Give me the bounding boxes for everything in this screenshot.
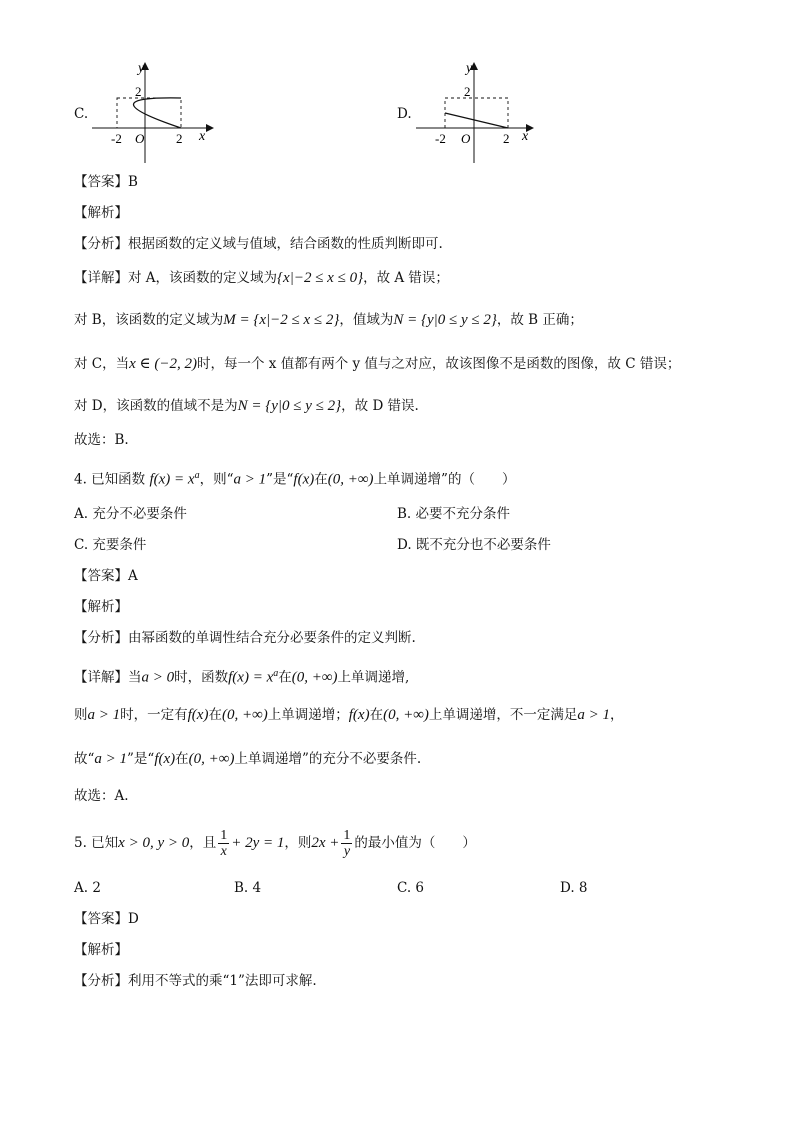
q4-detail3-mid: ”是“ <box>127 751 155 767</box>
q4-detail2-f: f(x) <box>187 707 209 723</box>
figure-c-label: C. <box>74 106 89 122</box>
q4-stem <box>74 466 515 490</box>
q4-detail2-cond: a > 1 <box>87 707 121 723</box>
q3-detail-b-mid: ，值域为 <box>339 312 394 328</box>
q5-frac1-num: 1 <box>220 828 228 843</box>
figure-c-tick-y: 2 <box>135 84 142 99</box>
q4-stem-mid1: ，则“ <box>199 471 234 488</box>
q5-answer: 【答案】D <box>74 911 139 927</box>
q5-stem-eq: + 2y = 1 <box>231 835 285 851</box>
q4-option-b: B. 必要不充分条件 <box>397 506 511 522</box>
q5-frac1-den: x <box>220 844 227 859</box>
q3-detail-c-math: x ∈ (−2, 2) <box>129 356 197 372</box>
q4-detail2-mid3: 上单调递增； <box>267 707 349 723</box>
q4-detail3-f: f(x) <box>154 751 176 767</box>
q4-detail2-pre: 则 <box>74 707 88 723</box>
q3-detail-b-pre: 对 B，该函数的定义域为 <box>74 312 224 328</box>
q4-detail3-mid2: 在 <box>175 751 189 767</box>
q3-detail-b-post: ，故 B 正确； <box>496 312 583 328</box>
figure-d-tick-neg: -2 <box>435 131 446 146</box>
q4-detail2-end: ， <box>610 707 624 723</box>
q4-choose: 故选：A. <box>74 788 129 804</box>
q4-detail1-interval: (0, +∞) <box>291 669 338 686</box>
q4-detail2-interval: (0, +∞) <box>221 707 268 723</box>
q5-frac2-num: 1 <box>343 828 351 843</box>
q3-detail-d-set: N = {y|0 ≤ y ≤ 2} <box>237 398 342 414</box>
q4-stem-pre: 4. 已知函数 <box>74 471 146 488</box>
q5-option-d: D. 8 <box>560 880 588 896</box>
q4-detail3-cond: a > 1 <box>94 751 128 767</box>
q3-detail-b <box>74 310 583 330</box>
q5-stem-cond: x > 0, y > 0 <box>118 835 190 851</box>
q4-detail1-cond: a > 0 <box>141 669 175 686</box>
q4-detail2-interval2: (0, +∞) <box>383 707 429 723</box>
figure-c-x-label: x <box>199 129 206 144</box>
q5-stem-post: 的最小值为（ ） <box>354 835 476 851</box>
q4-option-c: C. 充要条件 <box>74 537 147 553</box>
q4-stem-post: 上单调递增”的（ ） <box>373 471 516 488</box>
q5-analysis: 【解析】 <box>74 942 128 958</box>
q5-fenxi: 【分析】利用不等式的乘“1”法即可求解. <box>74 973 317 989</box>
q3-detail-b-set2: N = {y|0 ≤ y ≤ 2} <box>393 312 497 328</box>
q5-option-a: A. 2 <box>74 880 101 896</box>
q5-stem-mid2: ，则 <box>284 835 312 851</box>
q4-detail2-cond2: a > 1 <box>577 707 611 723</box>
q5-fraction-1-over-x <box>218 828 229 859</box>
figure-d-y-label: y <box>466 61 473 76</box>
q3-choose: 故选：B. <box>74 432 129 448</box>
q4-detail2-f2: f(x) <box>348 707 370 723</box>
q4-analysis: 【解析】 <box>74 599 128 615</box>
q4-stem-mid3: 在 <box>314 471 328 488</box>
q5-fraction-1-over-y <box>341 828 352 859</box>
q4-detail2-post: 上单调递增，不一定满足 <box>428 707 578 723</box>
q4-detail1 <box>74 664 409 688</box>
q5-stem-expr: 2x + <box>311 835 340 851</box>
q3-detail-c-pre: 对 C，当 <box>74 356 130 372</box>
q4-detail2-mid4: 在 <box>369 707 384 723</box>
q4-stem-exp: a <box>194 470 200 481</box>
q4-stem-mid2: ”是“ <box>266 471 294 488</box>
q4-detail3-interval: (0, +∞) <box>188 751 235 767</box>
q3-detail-c-post: 时，每一个 x 值都有两个 y 值与之对应，故该图像不是函数的图像，故 C 错误； <box>197 356 681 372</box>
q3-detail-d-post: ，故 D 错误. <box>341 398 419 414</box>
figure-d-tick-y: 2 <box>464 84 471 99</box>
figure-c-origin: O <box>135 131 145 146</box>
q4-option-d: D. 既不充分也不必要条件 <box>397 537 551 553</box>
figure-d-label: D. <box>397 106 412 122</box>
q4-detail1-pre: 【详解】当 <box>74 669 142 686</box>
q3-analysis: 【解析】 <box>74 205 128 221</box>
q4-option-a: A. 充分不必要条件 <box>74 506 187 522</box>
q3-detail-b-set1: M = {x|−2 ≤ x ≤ 2} <box>223 312 340 328</box>
q3-detail-a-post: ，故 A 错误； <box>363 270 449 286</box>
q5-stem-pre: 5. 已知 <box>74 835 119 851</box>
q4-detail1-mid2: 在 <box>278 669 292 686</box>
q4-detail1-f: f(x) = x <box>228 669 274 686</box>
q4-fenxi: 【分析】由幂函数的单调性结合充分必要条件的定义判断. <box>74 630 416 646</box>
q4-detail2-mid2: 在 <box>208 707 222 723</box>
q4-detail3-post: 上单调递增”的充分不必要条件. <box>234 751 422 767</box>
figure-d-origin: O <box>461 131 471 146</box>
q3-detail-d-pre: 对 D，该函数的值域不是为 <box>74 398 238 414</box>
q4-detail3-pre: 故“ <box>74 751 95 767</box>
q4-stem-cond: a > 1 <box>233 471 267 488</box>
q4-detail2 <box>74 705 624 725</box>
q3-detail-d <box>74 396 419 416</box>
q3-answer: 【答案】B <box>74 174 138 190</box>
q4-answer: 【答案】A <box>74 568 138 584</box>
q3-detail-a-set: {x|−2 ≤ x ≤ 0} <box>277 270 364 286</box>
figure-d-x-label: x <box>522 129 529 144</box>
q4-detail1-post: 上单调递增, <box>337 669 410 686</box>
q4-detail3 <box>74 749 421 769</box>
figure-c-tick-pos: 2 <box>176 131 183 146</box>
q4-detail1-exp: a <box>273 668 279 679</box>
q4-stem-f2: f(x) <box>293 471 315 488</box>
q5-option-c: C. 6 <box>397 880 425 896</box>
figure-d-tick-pos: 2 <box>503 131 510 146</box>
q3-detail-c <box>74 354 680 374</box>
figure-d-graph <box>412 58 542 166</box>
figure-c-tick-neg: -2 <box>111 131 122 146</box>
figure-c-y-label: y <box>138 61 145 76</box>
q3-detail-a <box>74 268 449 288</box>
q4-detail1-mid: 时，函数 <box>174 669 229 686</box>
q5-stem-mid: ，且 <box>189 835 217 851</box>
q3-detail-a-pre: 【详解】对 A，该函数的定义域为 <box>74 270 278 286</box>
q4-stem-interval: (0, +∞) <box>327 471 374 488</box>
q5-option-b: B. 4 <box>234 880 262 896</box>
q4-stem-f: f(x) = x <box>149 471 195 488</box>
q3-fenxi: 【分析】根据函数的定义域与值域，结合函数的性质判断即可. <box>74 236 443 252</box>
q5-stem <box>74 826 476 860</box>
q5-frac2-den: y <box>343 844 351 859</box>
q4-detail2-mid: 时，一定有 <box>120 707 188 723</box>
figure-c-graph <box>88 58 218 166</box>
